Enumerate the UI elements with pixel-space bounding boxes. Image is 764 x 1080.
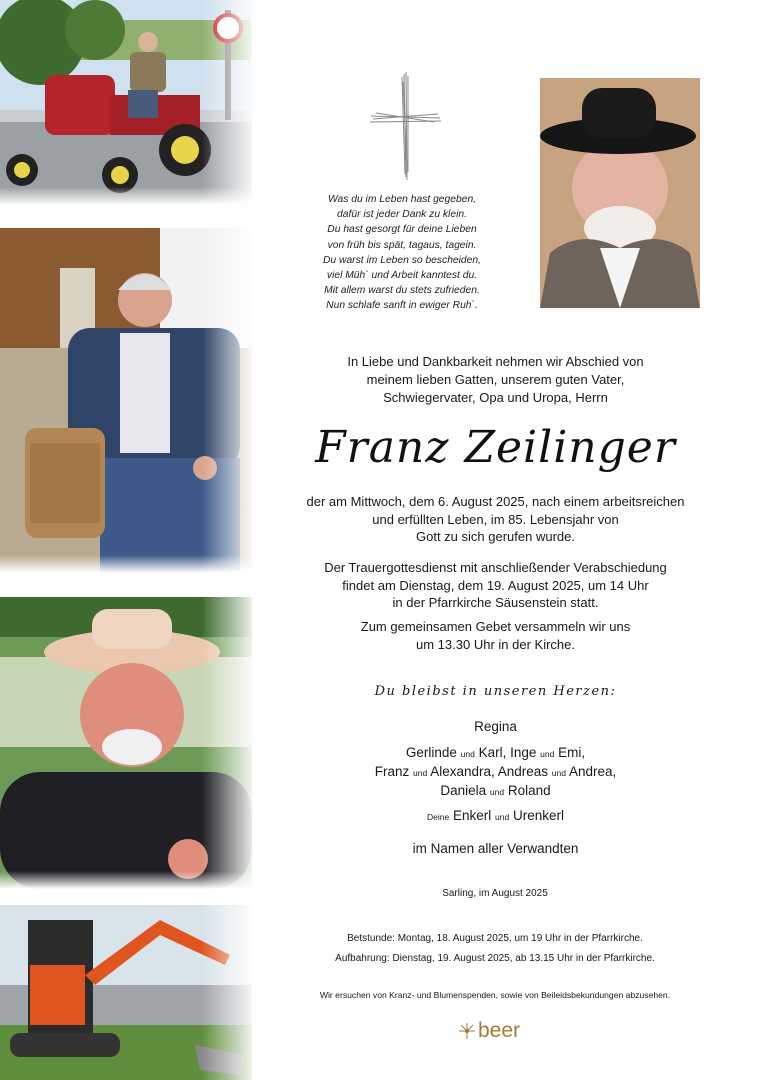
prayer-line: Zum gemeinsamen Gebet versammeln wir uns (360, 619, 631, 634)
service-text (278, 559, 713, 612)
death-text (278, 493, 713, 546)
poem (282, 192, 522, 314)
service-line: Der Trauergottesdienst mit anschließender Verabschiedung (324, 560, 667, 575)
family-children (288, 744, 703, 801)
portrait-photo (540, 78, 700, 308)
place-date: Sarling, im August 2025 (442, 888, 548, 899)
photo-tractor (0, 0, 252, 205)
intro-line: In Liebe und Dankbarkeit nehmen wir Abschied von (347, 354, 644, 369)
family-grandchildren: Deine Enkerl und Urenkerl (427, 808, 564, 823)
service-line: findet am Dienstag, dem 19. August 2025, um 14 Uhr (342, 577, 649, 593)
logo-text: beer (478, 1019, 521, 1042)
photo-straw-hat (0, 597, 252, 889)
prayer-text (278, 618, 713, 653)
family-line: Gerlinde und Karl, Inge und Emi, (405, 745, 586, 760)
family-line: Franz und Alexandra, Andreas und Andrea, (374, 764, 617, 779)
betstunde: Betstunde: Montag, 18. August 2025, um 19 Uhr in der Pfarrkirche. (347, 933, 643, 944)
intro-text (288, 353, 703, 407)
beer-logo (458, 1016, 520, 1046)
poem-line: Mit allem warst du stets zufrieden. (324, 285, 480, 297)
prayer-line: um 13.30 Uhr in der Kirche. (416, 636, 575, 652)
poem-line: Nun schlafe sanft in ewiger Ruh`. (326, 300, 478, 312)
donation-notice: Wir ersuchen von Kranz- und Blumenspenden, sowie von Beileidsbekundungen abzusehen. (319, 990, 671, 1000)
family-wife: Regina (474, 719, 517, 734)
cross-icon (368, 72, 443, 182)
death-line: Gott zu sich gerufen wurde. (416, 529, 575, 545)
deceased-name: Franz Zeilinger (315, 422, 676, 473)
family-relatives: im Namen aller Verwandten (412, 841, 579, 856)
poem-line: dafür ist jeder Dank zu klein. (337, 209, 467, 221)
poem-line: von früh bis spät, tagaus, tagein. (327, 239, 477, 251)
hearts-heading: Du bleibst in unseren Herzen: (374, 684, 617, 699)
death-line: der am Mittwoch, dem 6. August 2025, nach einem arbeitsreichen (306, 494, 685, 509)
poem-line: Du warst im Leben so bescheiden, (323, 254, 481, 266)
intro-line: meinem lieben Gatten, unserem guten Vater, (366, 372, 625, 387)
death-line: und erfüllten Leben, im 85. Lebensjahr von (372, 511, 619, 527)
poem-line: viel Müh` und Arbeit kanntest du. (326, 270, 478, 282)
dandelion-icon (458, 1022, 476, 1040)
service-line: in der Pfarrkirche Säusenstein statt. (392, 595, 599, 611)
photo-firewood (0, 228, 252, 573)
aufbahrung: Aufbahrung: Dienstag, 19. August 2025, ab 13.15 Uhr in der Pfarrkirche. (335, 953, 655, 964)
family-line: Daniela und Roland (440, 783, 551, 798)
intro-line: Schwiegervater, Opa und Uropa, Herrn (383, 390, 608, 405)
poem-line: Was du im Leben hast gegeben, (327, 194, 477, 205)
poem-line: Du hast gesorgt für deine Lieben (327, 224, 477, 236)
photo-excavator (0, 905, 252, 1080)
